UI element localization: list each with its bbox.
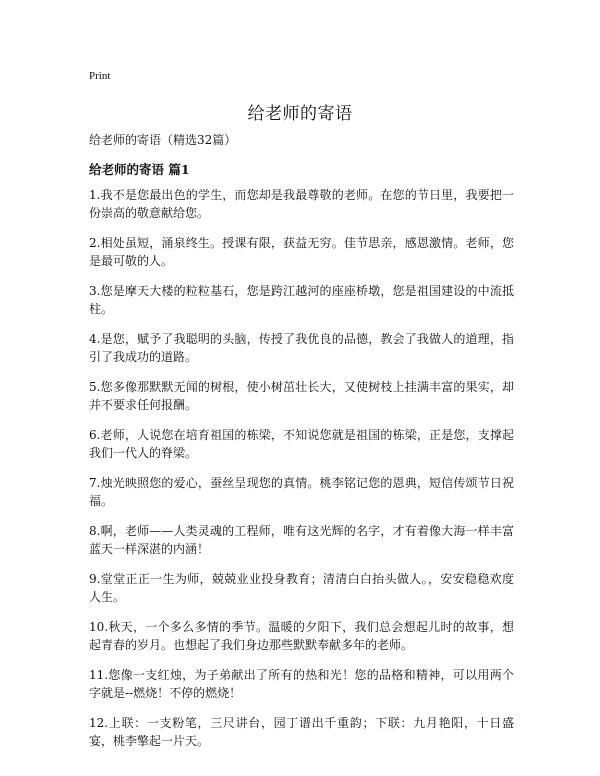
message-item: 8.啊，老师——人类灵魂的工程师，唯有这光辉的名字，才有着像大海一样丰富蓝天一样深湛的内涵！ [89, 524, 514, 556]
message-item: 6.老师，人说您在培育祖国的栋梁，不知说您就是祖国的栋梁，正是您，支撑起我们一代人的脊梁。 [89, 428, 514, 460]
message-item: 3.您是摩天大楼的粒粒基石，您是跨江越河的座座桥墩，您是祖国建设的中流抵柱。 [89, 284, 514, 316]
message-item: 2.相处虽短，涌泉终生。授课有限，获益无穷。佳节思亲，感恩激情。老师，您是最可敬的人。 [89, 236, 514, 268]
message-item: 4.是您，赋予了我聪明的头脑，传授了我优良的品德，教会了我做人的道理，指引了我成功的道路。 [89, 332, 514, 364]
document-subtitle: 给老师的寄语（精选32篇） [89, 133, 237, 147]
document-title: 给老师的寄语 [247, 104, 353, 124]
section-heading: 给老师的寄语 篇1 [89, 162, 190, 177]
message-item: 5.您多像那默默无闻的树根，使小树茁壮长大，又使树枝上挂满丰富的果实，却并不要求任何报酬。 [89, 380, 514, 412]
message-list [89, 186, 514, 762]
message-item: 10.秋天，一个多么多情的季节。温暖的夕阳下，我们总会想起儿时的故事，想起青春的岁月。也想起了我们身边那些默默奉献多年的老师。 [89, 620, 514, 652]
message-item: 11.您像一支红烛，为子弟献出了所有的热和光！您的品格和精神，可以用两个字就是--燃烧！不停的燃烧！ [89, 668, 514, 700]
message-item: 12.上联：一支粉笔，三尺讲台，园丁谱出千重韵；下联：九月艳阳，十日盛宴，桃李擎起一片天。 [89, 716, 514, 748]
message-item: 9.堂堂正正一生为师，兢兢业业投身教育；清清白白抬头做人。，安安稳稳欢度人生。 [89, 572, 514, 604]
print-label: Print [89, 70, 111, 82]
message-item: 1.我不是您最出色的学生，而您却是我最尊敬的老师。在您的节日里，我要把一份崇高的敬意献给您。 [89, 188, 514, 220]
message-item: 7.烛光映照您的爱心，蚕丝呈现您的真情。桃李铭记您的恩典，短信传颂节日祝福。 [89, 476, 514, 508]
